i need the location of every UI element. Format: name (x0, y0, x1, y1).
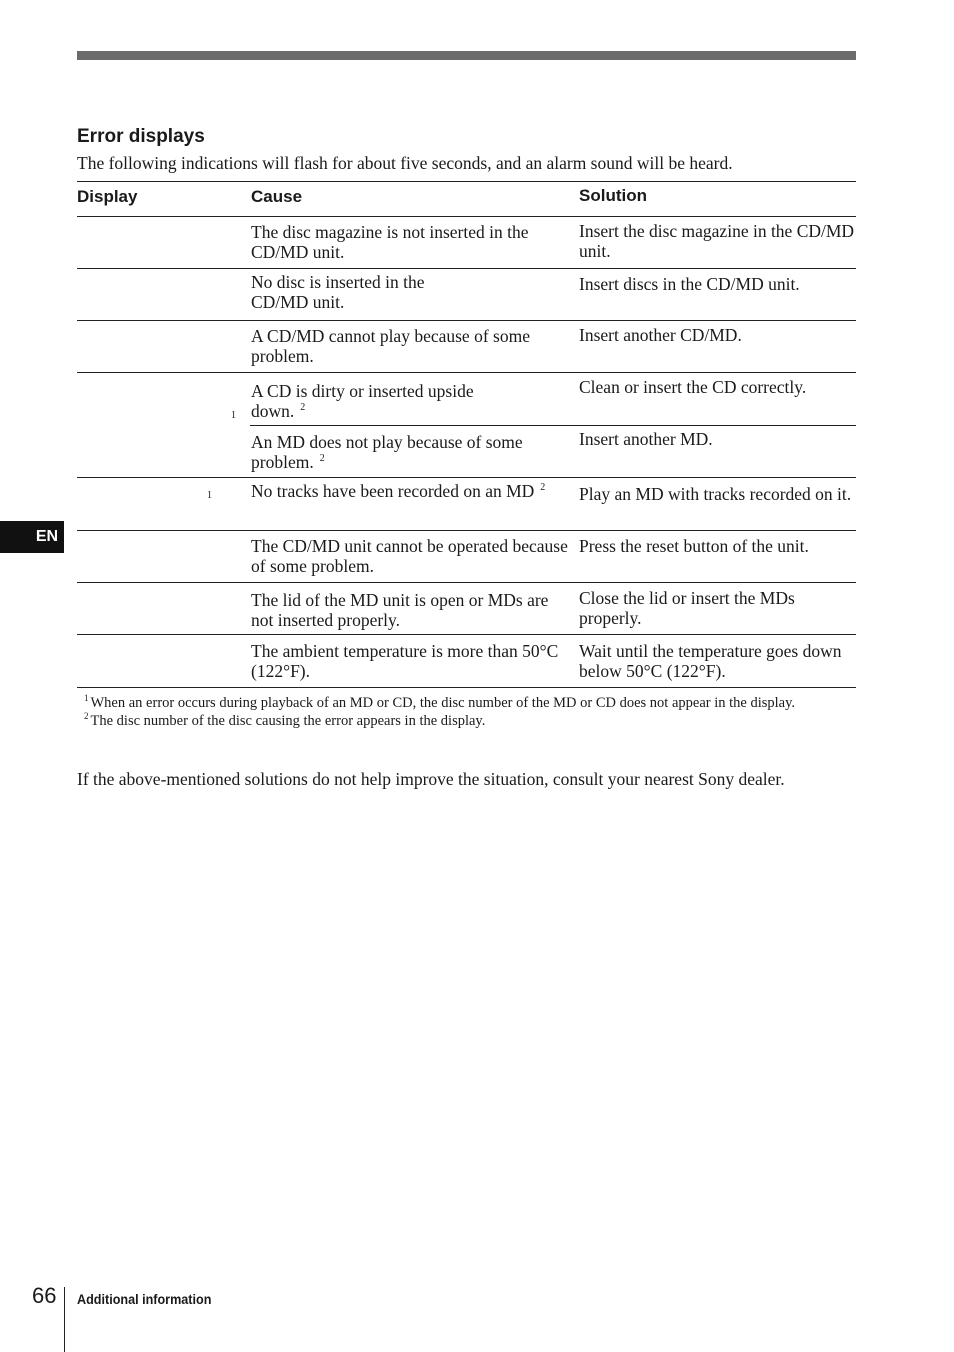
cause-cell (251, 481, 551, 501)
header-rule (77, 51, 856, 60)
display-footnote-marker: 1 (207, 490, 212, 501)
solution-cell: Insert another CD/MD. (579, 325, 742, 345)
solution-cell: Close the lid or insert the MDs properly. (579, 588, 795, 628)
footer-rule (64, 1287, 65, 1352)
cause-cell: The CD/MD unit cannot be operated because of some problem. (251, 536, 568, 576)
error-table (77, 181, 856, 688)
footnote-marker: 2 (300, 402, 306, 414)
closing-paragraph: If the above-mentioned solutions do not help improve the situation, consult your nearest Sony dealer. (77, 769, 785, 789)
cause-cell: The ambient temperature is more than 50°C (122°F). (251, 641, 559, 681)
table-row (77, 321, 856, 373)
solution-cell: Clean or insert the CD correctly. (579, 377, 807, 397)
footnote-text: When an error occurs during playback of an MD or CD, the disc number of the MD or CD does not appear in the display. (90, 695, 796, 711)
display-footnote-marker: 1 (231, 410, 236, 421)
footnote-marker: 2 (319, 453, 325, 465)
footnote-number: 2 (84, 711, 89, 722)
solution-cell: Insert the disc magazine in the CD/MD unit. (579, 221, 855, 261)
section-title: Error displays (77, 126, 205, 147)
table-row (77, 583, 856, 635)
cause-text: An MD does not play because of some problem. (251, 432, 523, 472)
cause-text: A CD is dirty or inserted upside down. (251, 381, 474, 421)
table-row-group (77, 373, 856, 478)
solution-cell: Press the reset button of the unit. (579, 536, 809, 556)
cause-text: No tracks have been recorded on an MD (251, 481, 535, 501)
header-display: Display (77, 187, 138, 206)
cause-cell: No disc is inserted in the CD/MD unit. (251, 272, 425, 312)
cause-cell: A CD/MD cannot play because of some problem. (251, 326, 530, 366)
footnote-marker: 2 (540, 482, 546, 494)
table-row (77, 478, 856, 531)
cause-cell: The lid of the MD unit is open or MDs are not inserted properly. (251, 590, 549, 630)
solution-cell: Wait until the temperature goes down below 50°C (122°F). (579, 641, 842, 681)
table-subrow (77, 373, 856, 425)
table-row (77, 269, 856, 321)
language-tab: EN (0, 521, 64, 553)
page-number: 66 (32, 1283, 57, 1308)
footnotes (84, 694, 854, 730)
table-header (77, 182, 856, 217)
table-row (77, 531, 856, 583)
footnote-text: The disc number of the disc causing the error appears in the display. (90, 713, 486, 729)
footnote-number: 1 (84, 693, 89, 704)
footnote (84, 712, 854, 730)
header-cause: Cause (251, 187, 303, 206)
table-row (77, 217, 856, 269)
table-subrow (250, 425, 856, 477)
footnote (84, 694, 854, 712)
solution-cell: Play an MD with tracks recorded on it. (579, 484, 852, 504)
footer-section-label: Additional information (77, 1291, 212, 1307)
cause-cell (251, 381, 531, 421)
intro-text: The following indications will flash for about five seconds, and an alarm sound will be heard. (77, 153, 733, 173)
solution-cell: Insert another MD. (579, 429, 713, 449)
cause-cell (251, 432, 569, 472)
solution-cell: Insert discs in the CD/MD unit. (579, 274, 800, 294)
header-solution: Solution (579, 186, 647, 205)
table-row (77, 635, 856, 688)
cause-cell: The disc magazine is not inserted in the CD/MD unit. (251, 222, 529, 262)
